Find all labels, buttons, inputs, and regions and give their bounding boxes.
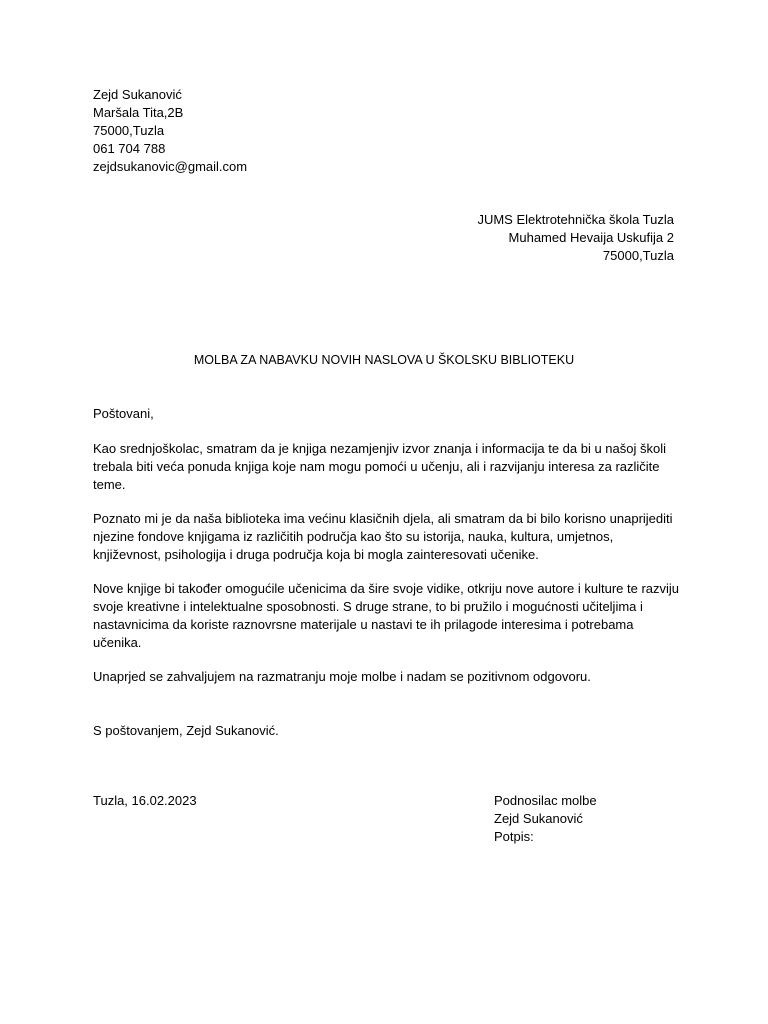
sender-email: zejdsukanovic@gmail.com (93, 159, 248, 174)
signature-label: Potpis: (494, 829, 534, 844)
sender-name: Zejd Sukanović (93, 87, 182, 102)
salutation: Poštovani, (93, 406, 154, 421)
sender-city: 75000,Tuzla (93, 123, 165, 138)
sender-phone: 061 704 788 (93, 141, 166, 156)
body-paragraph: Nove knjige bi također omogućile učenicima da šire svoje vidike, otkriju nove autore i kulture te razviju svoje kreativne i intelektualne sposobnosti. S druge strane, to bi pružilo i mogućnosti učiteljima i nastavnicima da koriste raznovrsne materijale u nastavi te ih prilagode interesima i potrebama učenika. (93, 581, 680, 650)
sender-address-block (93, 86, 393, 176)
recipient-address-block (477, 211, 674, 265)
letter-subject: MOLBA ZA NABAVKU NOVIH NASLOVA U ŠKOLSKU BIBLIOTEKU (193, 353, 575, 367)
place-and-date: Tuzla, 16.02.2023 (93, 793, 197, 808)
recipient-street: Muhamed Hevaija Uskufija 2 (508, 230, 674, 245)
closing-line: S poštovanjem, Zejd Sukanović. (93, 723, 279, 738)
body-paragraph: Kao srednjoškolac, smatram da je knjiga nezamjenjiv izvor znanja i informacija te da bi u našoj školi trebala biti veća ponuda knjiga koje nam mogu pomoći u učenju, ali i razvijanju interesa za različite teme. (93, 441, 666, 492)
sender-street: Maršala Tita,2B (93, 105, 184, 120)
applicant-label: Podnosilac molbe (494, 793, 597, 808)
signature-block (494, 792, 597, 846)
applicant-name: Zejd Sukanović (494, 811, 583, 826)
recipient-school: JUMS Elektrotehnička škola Tuzla (477, 212, 674, 227)
recipient-city: 75000,Tuzla (602, 248, 674, 263)
body-paragraph: Poznato mi je da naša biblioteka ima većinu klasičnih djela, ali smatram da bi bilo korisno unaprijediti njezine fondove knjigama iz različitih područja kao što su istorija, nauka, kultura, umjetnos, književnost, psihologija i druga područja koja bi mogla zainteresovati učenike. (93, 511, 673, 562)
body-paragraph: Unaprjed se zahvaljujem na razmatranju moje molbe i nadam se pozitivnom odgovoru. (93, 669, 591, 684)
